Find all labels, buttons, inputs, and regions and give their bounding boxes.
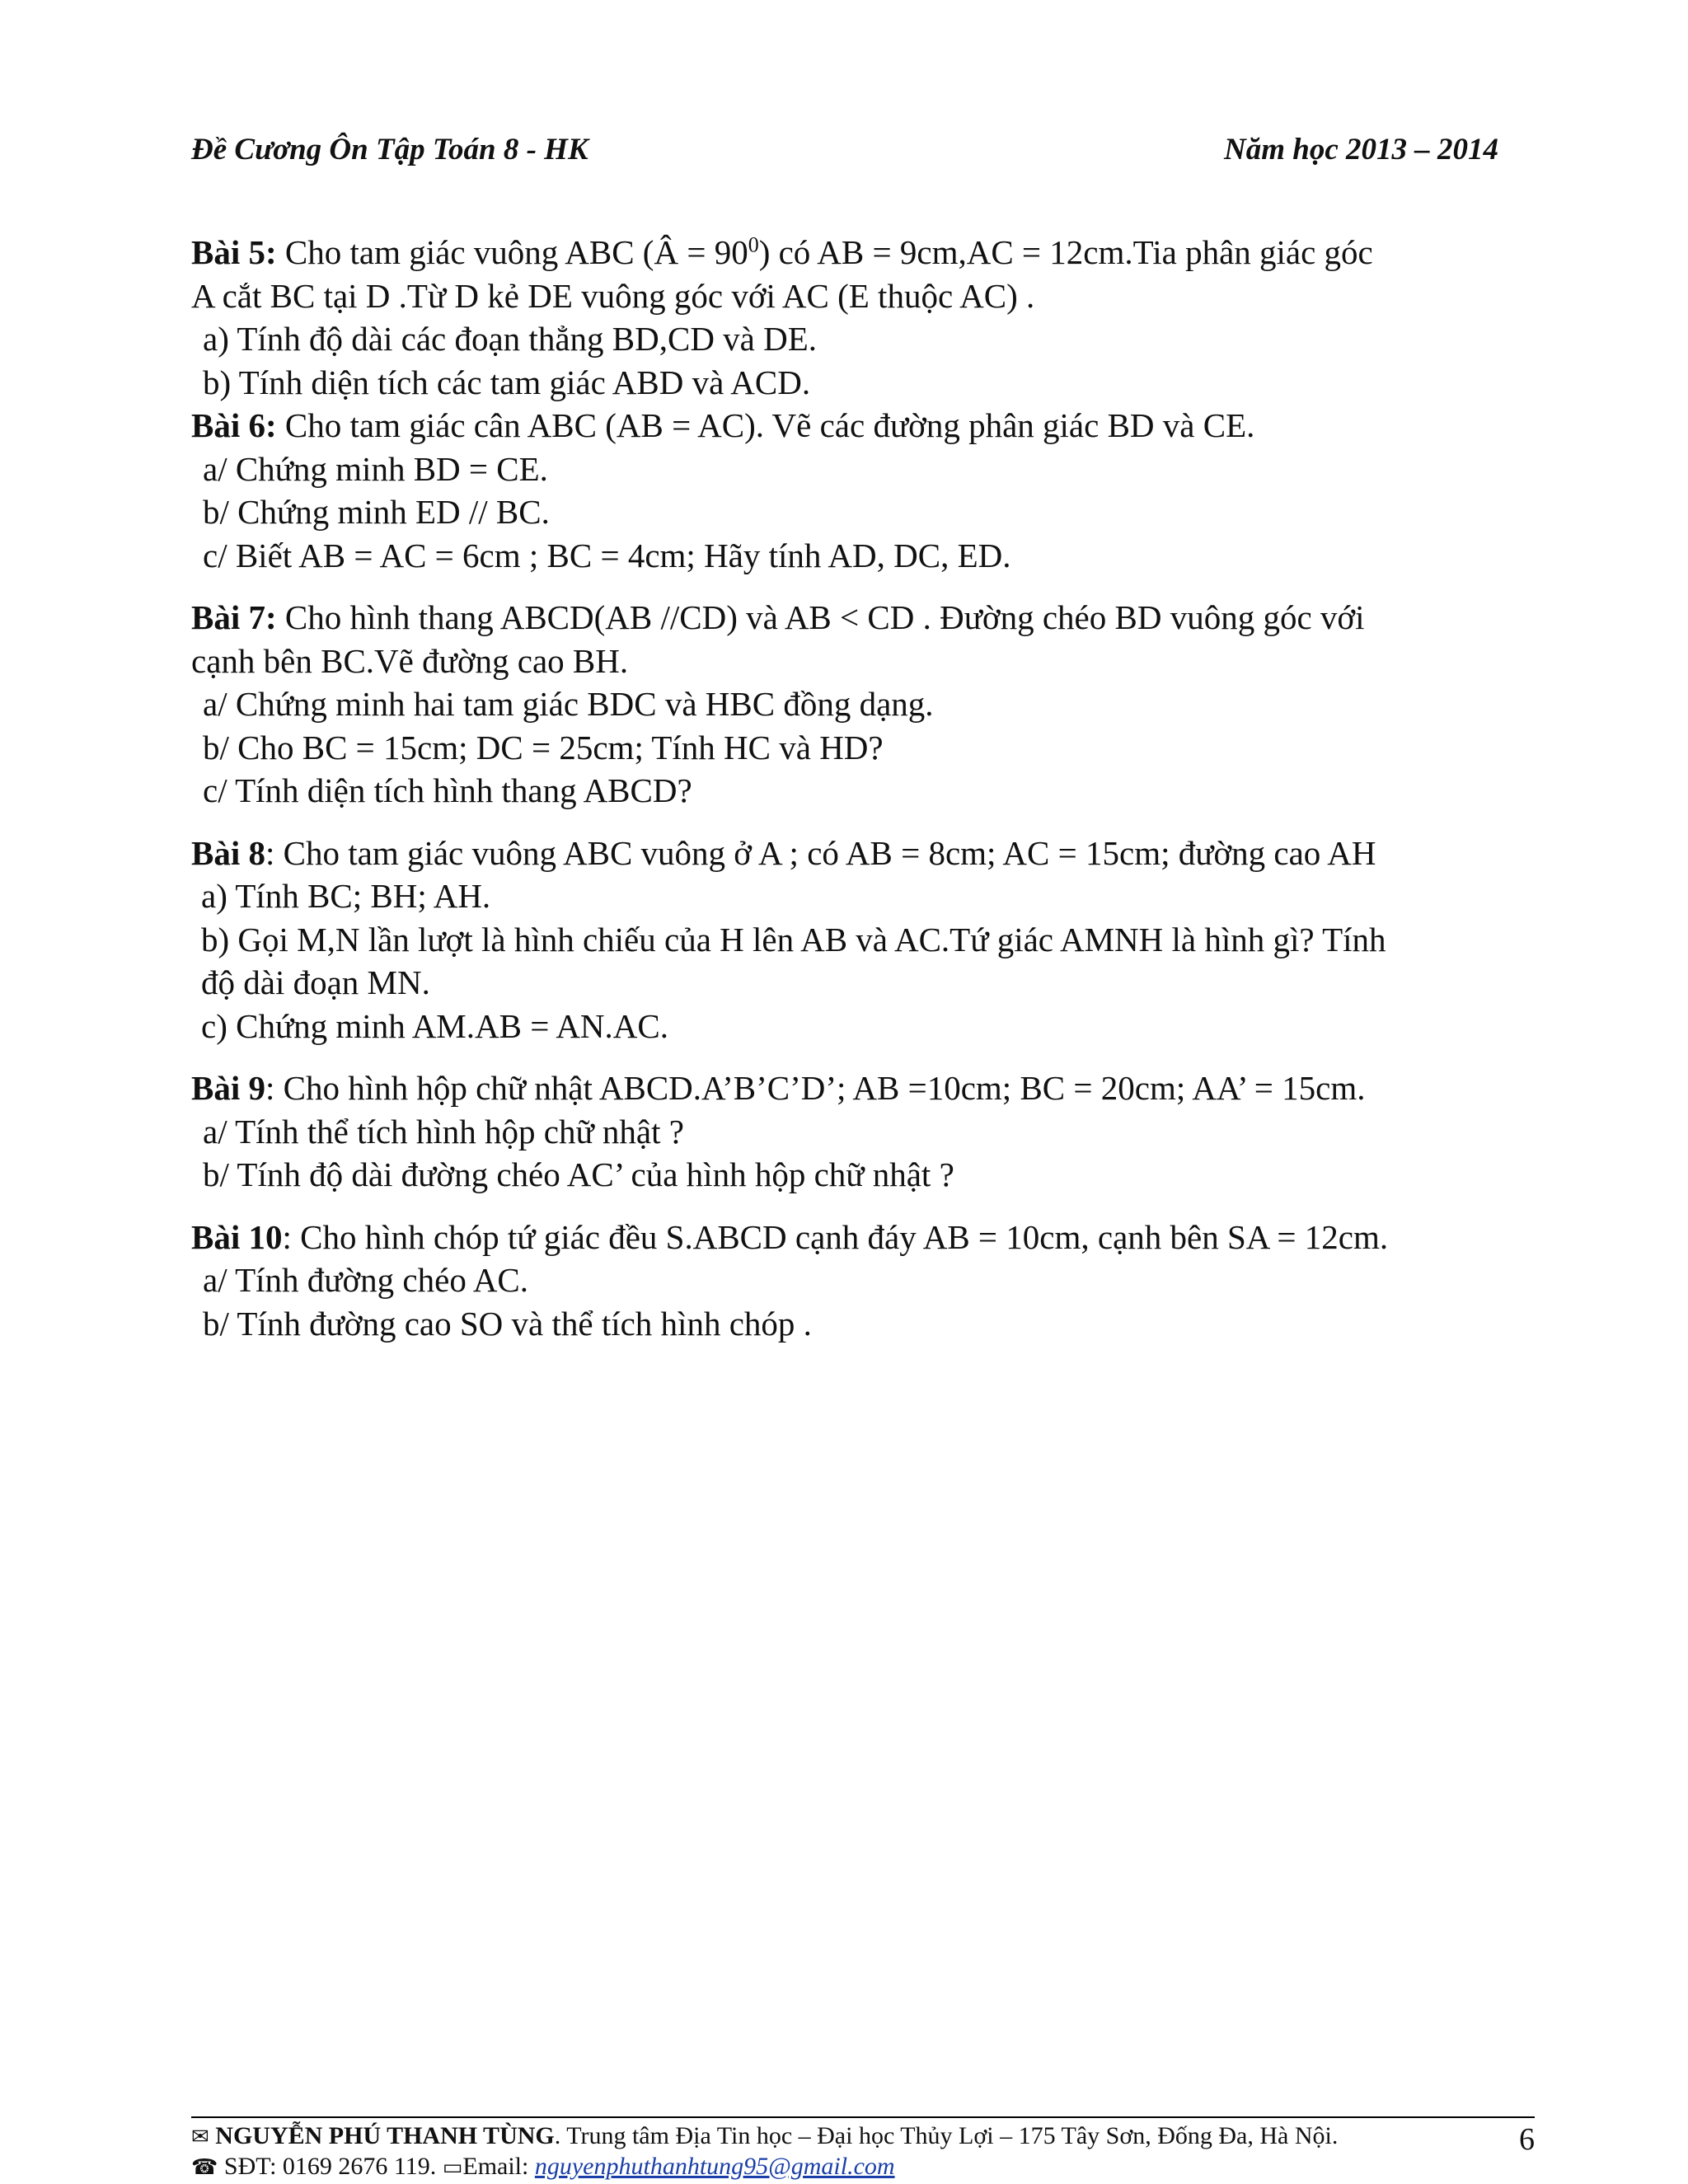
exercise-6-statement: Bài 6: Cho tam giác cân ABC (AB = AC). Vẽ các đường phân giác BD và CE. — [191, 406, 1255, 444]
document-body — [191, 231, 1535, 1345]
exercise-5 — [191, 231, 1535, 404]
exercise-5-statement: Bài 5: Cho tam giác vuông ABC (Â = $90^0$) có AB = 9cm,AC = 12cm.Tia phân giác góc — [191, 232, 1373, 271]
exercise-6-part-b: b/ Chứng minh ED // BC. — [203, 493, 550, 531]
exercise-10-part-a: a/ Tính đường chéo AC. — [203, 1261, 529, 1299]
footer-contact-line — [191, 2152, 1535, 2182]
author-name: NGUYỄN PHÚ THANH TÙNG — [215, 2122, 555, 2149]
exercise-6-label: Bài 6: — [191, 406, 277, 444]
exercise-9-statement: Bài 9: Cho hình hộp chữ nhật ABCD.A’B’C’D’; AB =10cm; BC = 20cm; AA’ = 15cm. — [191, 1069, 1366, 1107]
exercise-8-part-c: c) Chứng minh AM.AB = AN.AC. — [201, 1006, 668, 1045]
exercise-7-statement-cont: cạnh bên BC.Vẽ đường cao BH. — [191, 641, 629, 680]
exercise-6 — [191, 404, 1535, 577]
exercise-8-label: Bài 8 — [191, 833, 265, 872]
page-number: 6 — [1519, 2122, 1535, 2157]
exercise-5-label: Bài 5: — [191, 233, 277, 271]
exercise-5-part-a: a) Tính độ dài các đoạn thẳng BD,CD và DE. — [203, 320, 818, 358]
exercise-8 — [191, 832, 1535, 1048]
exercise-6-part-c: c/ Biết AB = AC = 6cm ; BC = 4cm; Hãy tính AD, DC, ED. — [203, 536, 1011, 574]
phone-number: SĐT: 0169 2676 119. — [218, 2153, 443, 2180]
exercise-10-statement: Bài 10: Cho hình chóp tứ giác đều S.ABCD cạnh đáy AB = 10cm, cạnh bên SA = 12cm. — [191, 1217, 1389, 1256]
exercise-7-part-a: a/ Chứng minh hai tam giác BDC và HBC đồng dạng. — [203, 685, 934, 723]
computer-icon: ▭ — [442, 2155, 463, 2180]
exercise-7 — [191, 596, 1535, 813]
email-label: Email: — [462, 2153, 535, 2180]
exercise-9 — [191, 1066, 1535, 1197]
exercise-9-part-b: b/ Tính độ dài đường chéo AC’ của hình hộp chữ nhật ? — [203, 1155, 954, 1193]
footer-author-line — [191, 2118, 1535, 2157]
school-year: Năm học 2013 – 2014 — [1224, 133, 1498, 166]
exercise-7-part-b: b/ Cho BC = 15cm; DC = 25cm; Tính HC và HD? — [203, 728, 884, 766]
exercise-5-part-b: b) Tính diện tích các tam giác ABD và ACD. — [203, 363, 811, 401]
exercise-9-label: Bài 9 — [191, 1069, 265, 1107]
exercise-7-label: Bài 7: — [191, 598, 277, 636]
exercise-10 — [191, 1216, 1535, 1346]
document-title: Đề Cương Ôn Tập Toán 8 - HK — [191, 133, 588, 166]
phone-icon: ☎ — [191, 2155, 218, 2180]
envelope-icon: ✉ — [191, 2125, 209, 2149]
email-link[interactable]: nguyenphuthanhtung95@gmail.com — [534, 2153, 895, 2180]
exercise-7-statement: Bài 7: Cho hình thang ABCD(AB //CD) và AB < CD . Đường chéo BD vuông góc với — [191, 598, 1365, 636]
author-address: . Trung tâm Địa Tin học – Đại học Thủy Lợi – 175 Tây Sơn, Đống Đa, Hà Nội. — [554, 2122, 1339, 2149]
exercise-8-statement: Bài 8: Cho tam giác vuông ABC vuông ở A ; có AB = 8cm; AC = 15cm; đường cao AH — [191, 833, 1376, 872]
exercise-10-label: Bài 10 — [191, 1217, 283, 1256]
exercise-6-part-a: a/ Chứng minh BD = CE. — [203, 449, 548, 488]
exercise-7-part-c: c/ Tính diện tích hình thang ABCD? — [203, 771, 692, 809]
exercise-8-part-b: b) Gọi M,N lần lượt là hình chiếu của H lên AB và AC.Tứ giác AMNH là hình gì? Tính — [201, 920, 1386, 958]
exercise-5-statement-cont: A cắt BC tại D .Từ D kẻ DE vuông góc với AC (E thuộc AC) . — [191, 276, 1035, 315]
exercise-9-part-a: a/ Tính thể tích hình hộp chữ nhật ? — [203, 1112, 684, 1151]
page-header — [191, 132, 1498, 178]
page-footer — [191, 2116, 1535, 2182]
exercise-10-part-b: b/ Tính đường cao SO và thể tích hình chóp . — [203, 1304, 812, 1343]
exercise-8-part-b-cont: độ dài đoạn MN. — [201, 963, 430, 1001]
exercise-8-part-a: a) Tính BC; BH; AH. — [201, 877, 491, 915]
degree-superscript: 0 — [748, 232, 759, 257]
